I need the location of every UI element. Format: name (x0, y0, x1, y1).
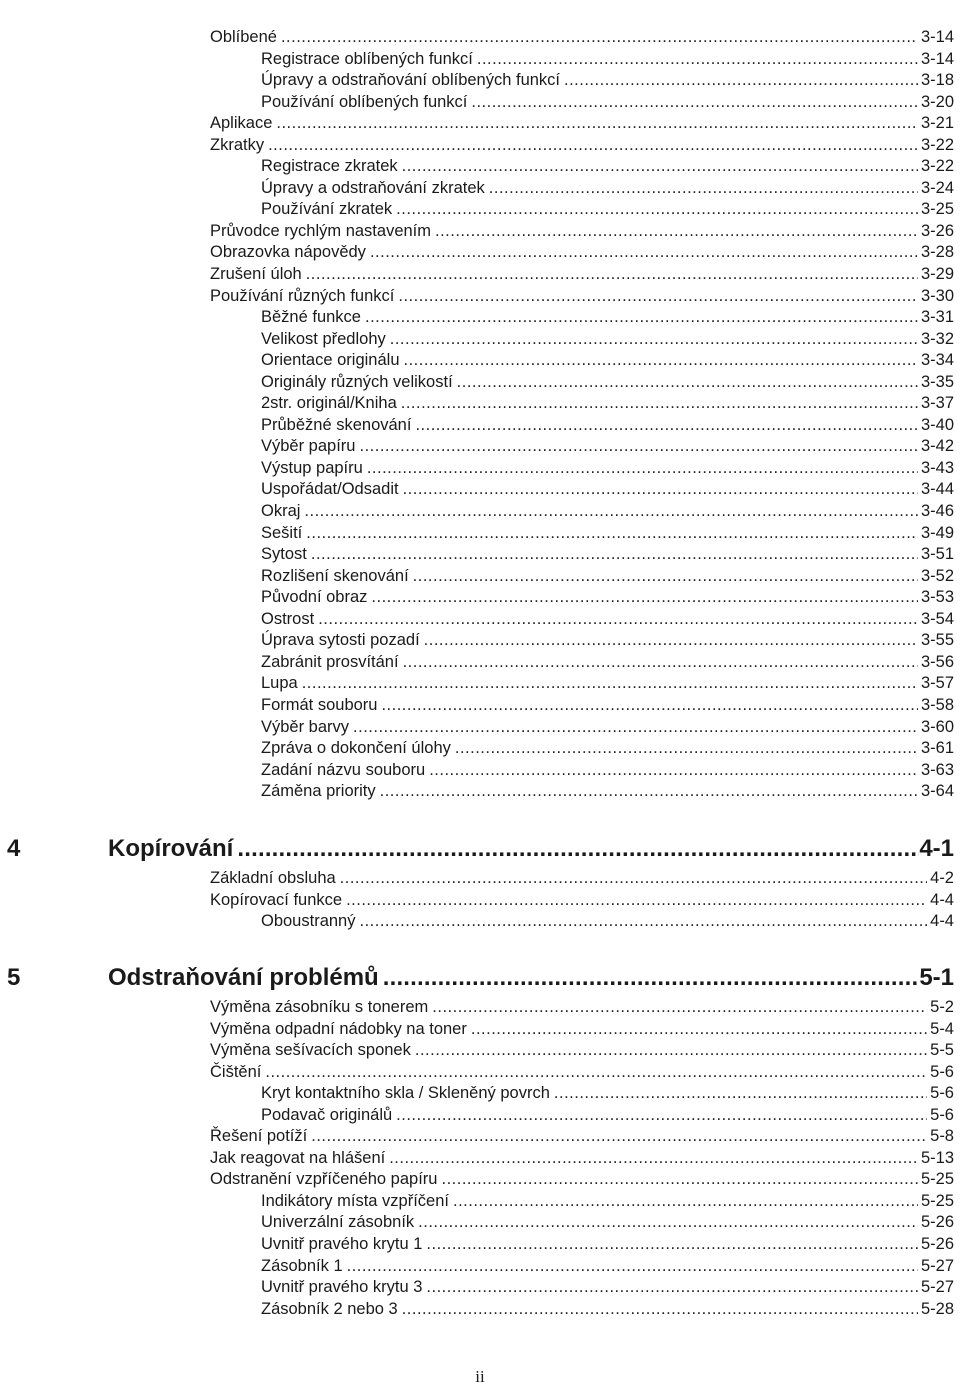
toc-entry-page: 4-4 (930, 890, 954, 909)
dot-leader (489, 178, 918, 200)
dot-leader (311, 544, 918, 566)
toc-entry[interactable] (0, 415, 960, 437)
page-number: ii (475, 1367, 485, 1386)
toc-section-chapter5 (0, 997, 960, 1320)
dot-leader (367, 458, 918, 480)
toc-entry-title: Originály různých velikostí (261, 372, 457, 394)
toc-entry-title: Oboustranný (261, 911, 359, 933)
toc-entry-title: Podavač originálů (261, 1105, 396, 1127)
toc-entry-title: Indikátory místa vzpříčení (261, 1191, 453, 1213)
toc-entry-page: 3-14 (920, 49, 954, 68)
toc-entry[interactable] (0, 501, 960, 523)
toc-entry-page: 3-32 (920, 329, 954, 348)
dot-leader (424, 630, 918, 652)
toc-entry[interactable] (0, 479, 960, 501)
toc-entry[interactable] (0, 695, 960, 717)
toc-entry-title: Orientace originálu (261, 350, 404, 372)
toc-entry-page: 3-30 (920, 286, 954, 305)
dot-leader (396, 199, 918, 221)
toc-entry-page: 5-5 (930, 1041, 954, 1060)
toc-entry-page: 3-34 (920, 351, 954, 370)
toc-entry[interactable] (0, 436, 960, 458)
toc-entry-title: Výběr papíru (261, 436, 359, 458)
dot-leader (403, 652, 918, 674)
dot-leader (306, 523, 918, 545)
toc-entry[interactable] (0, 997, 960, 1019)
dot-leader (371, 587, 918, 609)
dot-leader (390, 329, 918, 351)
dot-leader (402, 156, 918, 178)
toc-entry[interactable] (0, 286, 960, 308)
toc-entry[interactable] (0, 199, 960, 221)
toc-entry-page: 5-25 (920, 1191, 954, 1210)
toc-entry-title: Průběžné skenování (261, 415, 415, 437)
toc-entry[interactable] (0, 587, 960, 609)
toc-entry[interactable] (0, 1256, 960, 1278)
toc-entry-title: Jak reagovat na hlášení (210, 1148, 389, 1170)
dot-leader (370, 242, 918, 264)
toc-entry-title: Registrace zkratek (261, 156, 402, 178)
chapter-number: 4 (7, 835, 21, 862)
dot-leader (457, 372, 918, 394)
toc-entry-title: Výstup papíru (261, 458, 367, 480)
toc-entry-page: 3-29 (920, 265, 954, 284)
dot-leader (346, 890, 927, 912)
toc-entry-page: 3-64 (920, 782, 954, 801)
chapter-page: 4-1 (919, 835, 954, 862)
toc-entry-title: Rozlišení skenování (261, 566, 413, 588)
toc-entry[interactable] (0, 911, 960, 933)
toc-entry-title: Aplikace (210, 113, 276, 135)
toc-entry-title: Odstranění vzpříčeného papíru (210, 1169, 441, 1191)
dot-leader (453, 1191, 918, 1213)
toc-entry-title: Univerzální zásobník (261, 1212, 418, 1234)
toc-entry-page: 3-31 (920, 308, 954, 327)
toc-entry-page: 5-28 (920, 1299, 954, 1318)
toc-entry-title: Původní obraz (261, 587, 371, 609)
toc-entry-page: 3-63 (920, 760, 954, 779)
toc-section-chapter3 (0, 27, 960, 803)
toc-entry-title: Výběr barvy (261, 717, 353, 739)
dot-leader (415, 1040, 927, 1062)
toc-entry[interactable] (0, 1148, 960, 1170)
toc-entry-title: Zabránit prosvítání (261, 652, 403, 674)
toc-entry[interactable] (0, 1169, 960, 1191)
toc-entry-page: 3-20 (920, 92, 954, 111)
dot-leader (441, 1169, 917, 1191)
dot-leader (365, 307, 918, 329)
toc-entry-title: Zpráva o dokončení úlohy (261, 738, 455, 760)
toc-entry-title: Formát souboru (261, 695, 381, 717)
toc-entry-title: Používání zkratek (261, 199, 396, 221)
dot-leader (304, 501, 918, 523)
dot-leader (380, 781, 918, 803)
toc-entry[interactable] (0, 1234, 960, 1256)
toc-entry-title: Sytost (261, 544, 311, 566)
chapter-number: 5 (7, 964, 21, 991)
toc-entry-title: Základní obsluha (210, 868, 340, 890)
toc-section-chapter4 (0, 868, 960, 933)
chapter-title: Kopírování (108, 835, 234, 862)
dot-leader (389, 1148, 918, 1170)
dot-leader (383, 962, 920, 994)
toc-entry-title: Výměna sešívacích sponek (210, 1040, 415, 1062)
toc-entry[interactable] (0, 1191, 960, 1213)
toc-entry[interactable] (0, 307, 960, 329)
toc-entry[interactable] (0, 1212, 960, 1234)
toc-entry-page: 3-49 (920, 523, 954, 542)
toc-entry[interactable] (0, 609, 960, 631)
toc-entry-page: 3-56 (920, 652, 954, 671)
toc-entry[interactable] (0, 221, 960, 243)
toc-entry[interactable] (0, 738, 960, 760)
toc-entry[interactable] (0, 717, 960, 739)
dot-leader (302, 673, 918, 695)
toc-entry[interactable] (0, 1019, 960, 1041)
dot-leader (435, 221, 918, 243)
toc-entry-title: Průvodce rychlým nastavením (210, 221, 435, 243)
dot-leader (381, 695, 918, 717)
dot-leader (347, 1256, 918, 1278)
toc-entry-page: 4-2 (930, 869, 954, 887)
toc-entry[interactable] (0, 372, 960, 394)
dot-leader (265, 1062, 927, 1084)
toc-entry[interactable] (0, 458, 960, 480)
toc-entry[interactable] (0, 264, 960, 286)
dot-leader (455, 738, 918, 760)
toc-entry-page: 3-54 (920, 609, 954, 628)
toc-entry[interactable] (0, 350, 960, 372)
dot-leader (268, 135, 918, 157)
dot-leader (426, 1277, 918, 1299)
toc-entry-page: 3-26 (920, 221, 954, 240)
toc-entry[interactable] (0, 1299, 960, 1321)
dot-leader (306, 264, 918, 286)
toc-entry-page: 3-42 (920, 437, 954, 456)
dot-leader (402, 1299, 918, 1321)
toc-entry-title: Uspořádat/Odsadit (261, 479, 403, 501)
toc-entry-page: 4-4 (930, 912, 954, 931)
dot-leader (281, 27, 918, 49)
toc-entry-title: Lupa (261, 673, 302, 695)
dot-leader (237, 833, 919, 865)
dot-leader (311, 1126, 927, 1148)
toc-entry-page: 5-6 (930, 1105, 954, 1124)
toc-entry-page: 3-58 (920, 695, 954, 714)
dot-leader (471, 92, 918, 114)
toc-entry-title: Zkratky (210, 135, 268, 157)
toc-entry[interactable] (0, 673, 960, 695)
toc-entry-page: 3-21 (920, 114, 954, 133)
dot-leader (418, 1212, 918, 1234)
toc-entry-title: Úpravy a odstraňování zkratek (261, 178, 489, 200)
toc-entry-page: 3-52 (920, 566, 954, 585)
dot-leader (429, 760, 918, 782)
dot-leader (471, 1019, 927, 1041)
dot-leader (554, 1083, 927, 1105)
toc-entry-page: 3-46 (920, 502, 954, 521)
toc-entry-title: Zadání názvu souboru (261, 760, 429, 782)
dot-leader (477, 49, 918, 71)
dot-leader (413, 566, 918, 588)
toc-entry-title: Kryt kontaktního skla / Skleněný povrch (261, 1083, 554, 1105)
toc-entry-page: 5-4 (930, 1019, 954, 1038)
dot-leader (398, 286, 918, 308)
toc-entry-title: Sešití (261, 523, 306, 545)
toc-entry-title: Uvnitř pravého krytu 1 (261, 1234, 426, 1256)
toc-entry[interactable] (0, 781, 960, 803)
toc-entry-page: 3-37 (920, 394, 954, 413)
dot-leader (359, 911, 927, 933)
dot-leader (401, 393, 918, 415)
toc-entry-title: Ostrost (261, 609, 318, 631)
toc-entry-page: 3-60 (920, 717, 954, 736)
toc-entry[interactable] (0, 49, 960, 71)
toc-entry-title: Zásobník 2 nebo 3 (261, 1299, 402, 1321)
toc-entry-title: Používání oblíbených funkcí (261, 92, 471, 114)
toc-entry-title: Okraj (261, 501, 304, 523)
toc-entry-title: Uvnitř pravého krytu 3 (261, 1277, 426, 1299)
dot-leader (415, 415, 918, 437)
toc-entry[interactable] (0, 760, 960, 782)
toc-entry-title: Čištění (210, 1062, 265, 1084)
toc-entry-page: 5-26 (920, 1213, 954, 1232)
toc-entry-page: 5-6 (930, 1084, 954, 1103)
toc-entry-page: 3-18 (920, 71, 954, 90)
toc-entry-page: 5-26 (920, 1235, 954, 1254)
chapter-title: Odstraňování problémů (108, 964, 379, 991)
toc-entry-title: Zásobník 1 (261, 1256, 347, 1278)
toc-entry[interactable] (0, 1040, 960, 1062)
dot-leader (318, 609, 918, 631)
toc-entry-page: 3-61 (920, 739, 954, 758)
toc-entry-title: Zrušení úloh (210, 264, 306, 286)
toc-entry[interactable] (0, 630, 960, 652)
toc-entry-page: 3-25 (920, 200, 954, 219)
toc-entry-page: 3-53 (920, 588, 954, 607)
toc-entry-title: Kopírovací funkce (210, 890, 346, 912)
toc-entry[interactable] (0, 544, 960, 566)
dot-leader (403, 479, 918, 501)
toc-entry-title: Používání různých funkcí (210, 286, 398, 308)
toc-entry[interactable] (0, 566, 960, 588)
toc-entry-page: 3-51 (920, 545, 954, 564)
toc-entry-title: 2str. originál/Kniha (261, 393, 401, 415)
toc-entry[interactable] (0, 156, 960, 178)
toc-entry[interactable] (0, 178, 960, 200)
toc-entry-page: 3-57 (920, 674, 954, 693)
toc-entry[interactable] (0, 868, 960, 890)
toc-entry-page: 3-43 (920, 458, 954, 477)
dot-leader (396, 1105, 927, 1127)
toc-entry-page: 5-2 (930, 998, 954, 1016)
chapter-heading-4[interactable] (0, 833, 960, 865)
toc-entry-page: 3-55 (920, 631, 954, 650)
toc-entry-page: 3-35 (920, 372, 954, 391)
toc-entry-page: 5-27 (920, 1278, 954, 1297)
toc-entry-title: Obrazovka nápovědy (210, 242, 370, 264)
toc-entry[interactable] (0, 27, 960, 49)
toc-entry[interactable] (0, 1062, 960, 1084)
toc-entry[interactable] (0, 113, 960, 135)
toc-entry[interactable] (0, 1126, 960, 1148)
toc-entry-page: 5-6 (930, 1062, 954, 1081)
dot-leader (276, 113, 918, 135)
dot-leader (340, 868, 927, 890)
toc-entry[interactable] (0, 523, 960, 545)
dot-leader (432, 997, 927, 1019)
toc-entry[interactable] (0, 329, 960, 351)
dot-leader (426, 1234, 918, 1256)
toc-entry-title: Úprava sytosti pozadí (261, 630, 424, 652)
dot-leader (404, 350, 918, 372)
toc-entry[interactable] (0, 652, 960, 674)
toc-entry[interactable] (0, 393, 960, 415)
toc-entry-title: Výměna odpadní nádobky na toner (210, 1019, 471, 1041)
toc-entry-page: 5-8 (930, 1127, 954, 1146)
toc-entry-page: 3-28 (920, 243, 954, 262)
dot-leader (353, 717, 918, 739)
toc-entry[interactable] (0, 242, 960, 264)
toc-entry-page: 3-22 (920, 157, 954, 176)
toc-entry-page: 5-25 (920, 1170, 954, 1189)
toc-entry-title: Registrace oblíbených funkcí (261, 49, 477, 71)
toc-entry[interactable] (0, 92, 960, 114)
toc-entry-title: Záměna priority (261, 781, 380, 803)
toc-entry[interactable] (0, 135, 960, 157)
chapter-heading-5[interactable] (0, 962, 960, 994)
toc-entry-page: 5-13 (920, 1148, 954, 1167)
toc-entry-title: Úpravy a odstraňování oblíbených funkcí (261, 70, 564, 92)
toc-entry-title: Velikost předlohy (261, 329, 390, 351)
toc-entry[interactable] (0, 70, 960, 92)
toc-entry-title: Běžné funkce (261, 307, 365, 329)
dot-leader (564, 70, 918, 92)
toc-entry-title: Oblíbené (210, 27, 281, 49)
dot-leader (359, 436, 917, 458)
toc-entry[interactable] (0, 890, 960, 912)
toc-entry-page: 3-40 (920, 415, 954, 434)
toc-entry-page: 3-22 (920, 135, 954, 154)
toc-entry-page: 5-27 (920, 1256, 954, 1275)
toc-entry-title: Řešení potíží (210, 1126, 311, 1148)
chapter-page: 5-1 (919, 964, 954, 991)
toc-entry-page: 3-14 (920, 28, 954, 46)
toc-entry[interactable] (0, 1105, 960, 1127)
toc-entry[interactable] (0, 1083, 960, 1105)
toc-entry[interactable] (0, 1277, 960, 1299)
toc-entry-title: Výměna zásobníku s tonerem (210, 997, 432, 1019)
toc-entry-page: 3-44 (920, 480, 954, 499)
toc-entry-page: 3-24 (920, 178, 954, 197)
